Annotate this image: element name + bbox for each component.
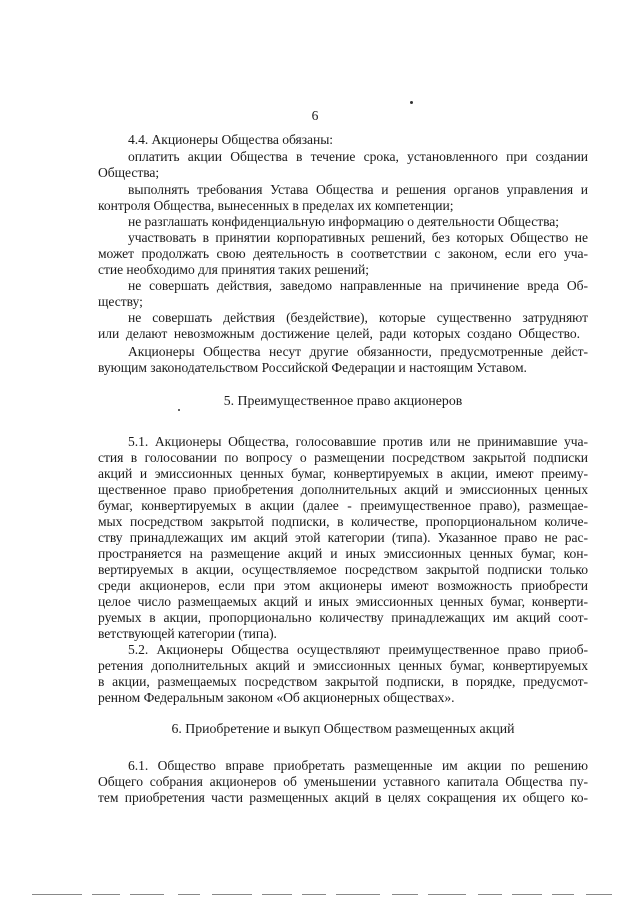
text-line: не совершать действия, заведомо направленные на причинение вреда Об- [128,278,588,293]
text-line: целое число размещаемых акций и иных эмиссионных ценных бумаг, конверти- [98,594,588,609]
text-line: 5.2. Акционеры Общества осуществляют преимущественное право приоб- [128,642,588,657]
text-line: мых посредством закрытой подписки, в количестве, пропорциональном количе- [98,514,588,529]
text-line: пространяется на размещение акций и иных эмиссионных ценных бумаг, кон- [98,546,588,561]
text-line: стия в голосовании по вопросу о размещении посредством закрытой подписки [98,450,588,465]
text-line: участвовать в принятии корпоративных решений, без которых Общество не [128,230,588,245]
text-line: может продолжать свою деятельность в соответствии с законом, если его уча- [98,246,588,261]
text-line: вующим законодательством Российской Федерации и настоящим Уставом. [98,360,527,375]
section-4-4-title: 4.4. Акционеры Общества обязаны: [128,132,334,147]
scan-speck [178,409,180,411]
text-line: бумаг, конвертируемых в акции (далее - преимущественное право), размещае- [98,498,588,513]
section-5-heading: 5. Преимущественное право акционеров [223,393,463,408]
text-line: тем приобретения части размещенных акций в целях сокращения их общего ко- [98,790,588,805]
text-line: не совершать действия (бездействие), которые существенно затрудняют [128,310,588,325]
text-line: ренном Федеральным законом «Об акционерных обществах». [98,690,455,705]
text-line: контроля Общества, вынесенных в пределах их компетенции; [98,198,454,213]
text-line: оплатить акции Общества в течение срока, установленного при создании [128,149,588,164]
text-line: среди акционеров, если при этом акционеры имеют возможность приобрести [98,578,588,593]
text-line: в акции, размещаемых посредством закрытой подписки, в порядке, предусмот- [98,674,588,689]
text-line: руемых в акции, пропорционально количеству принадлежащих им акций соот- [98,610,588,625]
text-line: ретения дополнительных акций и эмиссионных ценных бумаг, конвертируемых [98,658,588,673]
text-line: вертируемых в акции, осуществляемое посредством закрытой подписки только [98,562,588,577]
text-line: щественное право приобретения дополнительных акций и эмиссионных ценных [98,482,588,497]
text-line: не разглашать конфиденциальную информацию о деятельности Общества; [128,214,560,229]
text-line: выполнять требования Устава Общества и решения органов управления и [128,182,588,197]
text-line: Общего собрания акционеров об уменьшении уставного капитала Общества пу- [98,774,588,789]
text-line: 5.1. Акционеры Общества, голосовавшие против или не принимавшие уча- [128,434,588,449]
section-6-heading: 6. Приобретение и выкуп Обществом размещенных акций [171,721,515,736]
text-line: ществу; [98,294,143,309]
text-line: 6.1. Общество вправе приобретать размещенные им акции по решению [128,758,588,773]
text-line: стие необходимо для принятия таких решений; [98,262,369,277]
text-line: ству принадлежащих им акций этой категории (типа). Указанное право не рас- [98,530,588,545]
scan-speck [410,101,413,104]
text-line: Акционеры Общества несут другие обязанности, предусмотренные дейст- [128,344,588,359]
scan-edge-artifacts [0,892,640,898]
text-line: или делают невозможным достижение целей, ради которых создано Общество. [98,326,580,341]
page-number: 6 [311,108,319,123]
text-line: акций и эмиссионных ценных бумаг, конвертируемых в акции, имеют преиму- [98,466,588,481]
text-line: Общества; [98,165,160,180]
text-line: ветствующей категории (типа). [98,626,277,641]
